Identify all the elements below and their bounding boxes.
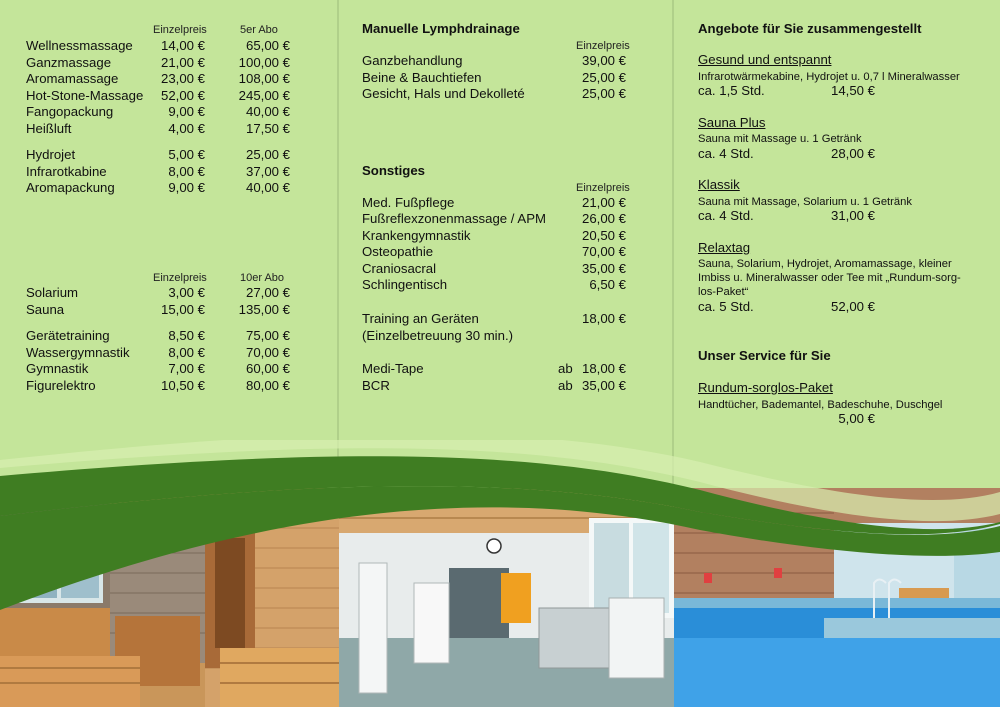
offer-price: 52,00 €: [831, 299, 875, 314]
decorative-wave: [0, 440, 1000, 630]
row-single: 21,00 €: [161, 55, 205, 70]
row-name: Med. Fußpflege: [362, 195, 455, 210]
bcr-price: 35,00 €: [582, 378, 626, 393]
row-name: Craniosacral: [362, 261, 437, 276]
row-name: Solarium: [26, 285, 79, 300]
row-single: 7,00 €: [168, 361, 205, 376]
row-single: 8,50 €: [168, 328, 205, 343]
row-single: 8,00 €: [168, 345, 205, 360]
row-price: 26,00 €: [582, 211, 626, 226]
row-name: Wellnessmassage: [26, 38, 133, 53]
offer-name: Gesund und entspannt: [698, 52, 832, 67]
offers-title: Angebote für Sie zusammengestellt: [698, 21, 922, 36]
row-abo: 108,00 €: [238, 71, 290, 86]
row-name: Krankengymnastik: [362, 228, 471, 243]
training-line-1: Training an Geräten: [362, 311, 479, 326]
row-name: Hydrojet: [26, 147, 76, 162]
row-name: Hot-Stone-Massage: [26, 88, 144, 103]
row-name: Sauna: [26, 302, 65, 317]
offer-description: Sauna mit Massage, Solarium u. 1 Getränk: [698, 196, 912, 208]
row-price: 25,00 €: [582, 70, 626, 85]
service-description: Handtücher, Bademantel, Badeschuhe, Duschgel: [698, 399, 943, 411]
medi-tape-price: 18,00 €: [582, 361, 626, 376]
row-abo: 80,00 €: [246, 378, 290, 393]
row-price: 20,50 €: [582, 228, 626, 243]
training-price: 18,00 €: [582, 311, 626, 326]
offer-price: 31,00 €: [831, 208, 875, 223]
section-title: Manuelle Lymphdrainage: [362, 21, 520, 36]
row-single: 9,00 €: [168, 180, 205, 195]
header-abo: 5er Abo: [240, 24, 278, 36]
row-abo: 37,00 €: [246, 164, 290, 179]
row-abo: 17,50 €: [246, 121, 290, 136]
offer-description: Infrarotwärmekabine, Hydrojet u. 0,7 l Mineralwasser: [698, 71, 960, 83]
offer-price: 14,50 €: [831, 83, 875, 98]
header-abo: 10er Abo: [240, 272, 285, 284]
offer-price: 28,00 €: [831, 146, 875, 161]
offer-duration: ca. 4 Std.: [698, 208, 754, 223]
row-single: 9,00 €: [168, 104, 205, 119]
row-name: Figurelektro: [26, 378, 96, 393]
header-single: Einzelpreis: [153, 272, 207, 284]
row-name: Aromamassage: [26, 71, 119, 86]
row-name: Ganzmassage: [26, 55, 112, 70]
row-name: Aromapackung: [26, 180, 115, 195]
header-single: Einzelpreis: [576, 40, 630, 52]
service-price: 5,00 €: [838, 411, 875, 426]
offer-description: Sauna mit Massage u. 1 Getränk: [698, 133, 862, 145]
row-abo: 75,00 €: [246, 328, 290, 343]
row-single: 52,00 €: [161, 88, 205, 103]
row-price: 6,50 €: [589, 277, 626, 292]
row-abo: 65,00 €: [246, 38, 290, 53]
row-single: 15,00 €: [161, 302, 205, 317]
offer-duration: ca. 1,5 Std.: [698, 83, 765, 98]
row-name: Gerätetraining: [26, 328, 110, 343]
offer-duration: ca. 5 Std.: [698, 299, 754, 314]
row-abo: 245,00 €: [238, 88, 290, 103]
bcr-name: BCR: [362, 378, 390, 393]
row-name: Infrarotkabine: [26, 164, 107, 179]
row-abo: 70,00 €: [246, 345, 290, 360]
row-name: Osteopathie: [362, 244, 434, 259]
medi-tape-name: Medi-Tape: [362, 361, 424, 376]
offer-description: los-Paket“: [698, 286, 749, 298]
row-single: 4,00 €: [168, 121, 205, 136]
service-name: Rundum-sorglos-Paket: [698, 380, 833, 395]
row-name: Gymnastik: [26, 361, 89, 376]
row-price: 39,00 €: [582, 53, 626, 68]
row-name: Beine & Bauchtiefen: [362, 70, 482, 85]
row-abo: 25,00 €: [246, 147, 290, 162]
row-single: 14,00 €: [161, 38, 205, 53]
row-name: Ganzbehandlung: [362, 53, 463, 68]
row-name: Heißluft: [26, 121, 72, 136]
row-abo: 100,00 €: [238, 55, 290, 70]
service-title: Unser Service für Sie: [698, 348, 831, 363]
section-title: Sonstiges: [362, 163, 426, 178]
row-abo: 60,00 €: [246, 361, 290, 376]
header-single: Einzelpreis: [576, 182, 630, 194]
row-single: 8,00 €: [168, 164, 205, 179]
row-name: Wassergymnastik: [26, 345, 130, 360]
row-single: 10,50 €: [161, 378, 205, 393]
row-single: 5,00 €: [168, 147, 205, 162]
row-abo: 40,00 €: [246, 104, 290, 119]
offer-name: Klassik: [698, 177, 740, 192]
row-price: 35,00 €: [582, 261, 626, 276]
row-name: Fangopackung: [26, 104, 114, 119]
training-line-2: (Einzelbetreuung 30 min.): [362, 328, 514, 343]
row-price: 25,00 €: [582, 86, 626, 101]
offer-description: Sauna, Solarium, Hydrojet, Aromamassage, kleiner: [698, 258, 952, 270]
offer-description: Imbiss u. Mineralwasser oder Tee mit „Rundum-sorg-: [698, 272, 961, 284]
row-abo: 135,00 €: [238, 302, 290, 317]
bcr-prefix: ab: [558, 378, 573, 393]
row-name: Fußreflexzonenmassage / APM: [362, 211, 546, 226]
row-name: Gesicht, Hals und Dekolleté: [362, 86, 525, 101]
row-single: 23,00 €: [161, 71, 205, 86]
row-price: 21,00 €: [582, 195, 626, 210]
medi-tape-prefix: ab: [558, 361, 573, 376]
row-price: 70,00 €: [582, 244, 626, 259]
row-abo: 40,00 €: [246, 180, 290, 195]
row-single: 3,00 €: [168, 285, 205, 300]
row-abo: 27,00 €: [246, 285, 290, 300]
row-name: Schlingentisch: [362, 277, 448, 292]
offer-duration: ca. 4 Std.: [698, 146, 754, 161]
offer-name: Relaxtag: [698, 240, 751, 255]
header-single: Einzelpreis: [153, 24, 207, 36]
offer-name: Sauna Plus: [698, 115, 766, 130]
